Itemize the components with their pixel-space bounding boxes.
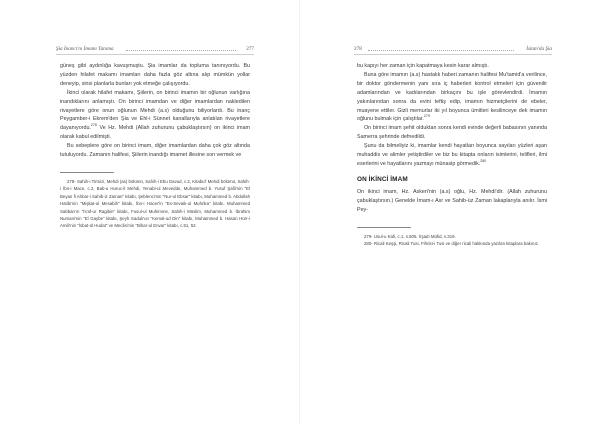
left-running-head-dots (126, 50, 236, 51)
footnote-ref-280: 280 (480, 159, 487, 164)
footnote-280: 280- Ricali Keşşi, Ricali Tusi, Fihrist-i Tusi ve diğer ricali hakkında yazılan kitaplara bakınız. (364, 240, 540, 246)
right-footnote-rule (357, 227, 411, 228)
right-paragraph-3: On birinci imam şehit olduktan sonra kendi evinde değerli babasının yanında Samerra şehrinde defnedildi. (357, 125, 547, 141)
left-page-number: 277 (246, 46, 254, 52)
right-paragraph-2-text: Buna göre imamın (a.s) hastalık haberi zamanın halifesi Mu'tamid'a verilince, bir doktor göndermenin yanı sıra iç haberleri kontrol etmeleri için güvenilir adamlarından ve kadılarından birkaçını bu işle görevlendirdi. İmamın yakınlarından sonra da evini teftiş edip, imamın hizmetçilerini de ebeler, muayene ettiler. Gizli memurlar iki yıl boyunca ümitleri kesilinceye dek imamın oğlunu bulmak için çalıştılar. (357, 71, 547, 123)
left-footnote-rule (60, 172, 114, 173)
right-footnotes (357, 233, 547, 248)
left-paragraph-3: Bu sebeplere göre on birinci imam, diğer imamlardan daha çok göz altında tutuluyordu. Zamanın halifesi, Şiilerin inandığı imamet illesine son vermek ve (60, 143, 250, 159)
right-page-number: 278 (354, 46, 362, 52)
left-paragraph-2-cont: Ve Hz. Mehdi (Allah zuhurunu çabuklaştırsın) on ikinci imam olarak kabul edilmişti. (60, 125, 250, 141)
right-page (300, 0, 600, 424)
section-heading: ON İKİNCİ İMAM (357, 175, 408, 183)
right-paragraph-2 (357, 71, 547, 124)
left-running-title: Şia İnancı'nı İmamı Tanıma (56, 46, 114, 52)
right-paragraph-4-text: Şunu da bilmeliyiz ki, imamlar kendi hayatları boyunca sayıları yüzleri aşan muhaddis ve alimler yetiştirdiler ve biz bu kitapta onların isimlerini, telifleri, ilmi eserlerini ve hayatlarını yazmayı münasip görmedik. (357, 143, 547, 167)
left-paragraph-2 (60, 89, 250, 142)
left-paragraph-2-text: İkinci olarak hilafet makamı, Şiilerin, on birinci imamın bir oğlunun varlığına inandıklarını anlamıştı. On birinci imamdan ve diğer imamlardan nakledilen rivayetlere göre onun oğlunun Mehdi (a.s) olduğunu biliyorlardı. Bu inanç Peygamber-i Ekrem'den Şia ve Ehl-i Sünnet kanallarıyla anlatılan rivayetlere dayanıyordu. (60, 89, 250, 132)
footnote-279: 279- Usul-u Kafi, c.1, s.505. İrşadı Müfid, s.319. (364, 233, 456, 239)
right-running-head-dots (368, 50, 514, 51)
left-running-head (56, 44, 254, 55)
footnote-ref-279: 279 (423, 114, 430, 119)
right-running-head (354, 44, 552, 55)
footnote-ref-278: 278 (90, 123, 97, 128)
footnote-278: 278- Sahih-i Tirmizi, Mehdi (as) bölümü, Sahih-i Ebu Davud, c.2, Kitabu'l Mehdi bölümü, Sahih-i İbn-i Mace, c.2, Bab-u Huruc-il Mehdi, Yenabi-ul Mevedde, Muhammed b. Yusuf Şafii'nin "El Beyan fi Ahbar-i Sahib-iz Zaman" kitabı, Şeblenci'nin "Nur-ul Ebsar" kitabı, Muhammed b. Abdullah Hatibi'nin "Mişkat-ul Mesabih" kitabı, İbn-i Hacer'in "Es-Sevaik-ul Muhrika" kitabı, Muhammed Sabban'ın "İs'af-ur Ragibin" kitabı, Fusul-ul Muhimme, Sahih-i Müslim, Muhammed b. İbrahim Numani'nin "El Gaybe" kitabı, Şeyh Saduk'un "Kemal-ud Din" kitabı, Muhammed b. Hasan Hürr-i Amili'nin "İsbat-ül Hudat" ve Meclisi'nin "Bihar-ul Envar" kitabı, c.51, 52. (60, 178, 250, 229)
left-footnotes (60, 178, 250, 230)
left-body-text (60, 62, 250, 230)
right-body-text (357, 62, 547, 247)
right-paragraph-4 (357, 142, 547, 169)
left-paragraph-1: güneş gibi aydınlığa kavuşmuştu. Şia imamlar da topluma tanınıyordu. Bu yüzden hilafet makamı imamları daha fazla göz altına alıp mümkün yollar deneyip, sinsi planlarla bunları yok etmeğe çalışıyordu. (60, 63, 250, 87)
right-paragraph-1: bu kapıyı her zaman için kapatmaya kesin karar almıştı. (357, 63, 489, 69)
section-paragraph: On ikinci imam, Hz. Askeri'nin (a.s) oğlu, Hz. Mehdi'dir. (Allah zuhurunu çabuklaştırsın.) Genelde İmam-ı Asr ve Sahib-üz Zaman lakaplarıyla anılır. İsmi Pey- (357, 188, 547, 213)
right-running-title: İslam'da Şia (526, 46, 552, 52)
